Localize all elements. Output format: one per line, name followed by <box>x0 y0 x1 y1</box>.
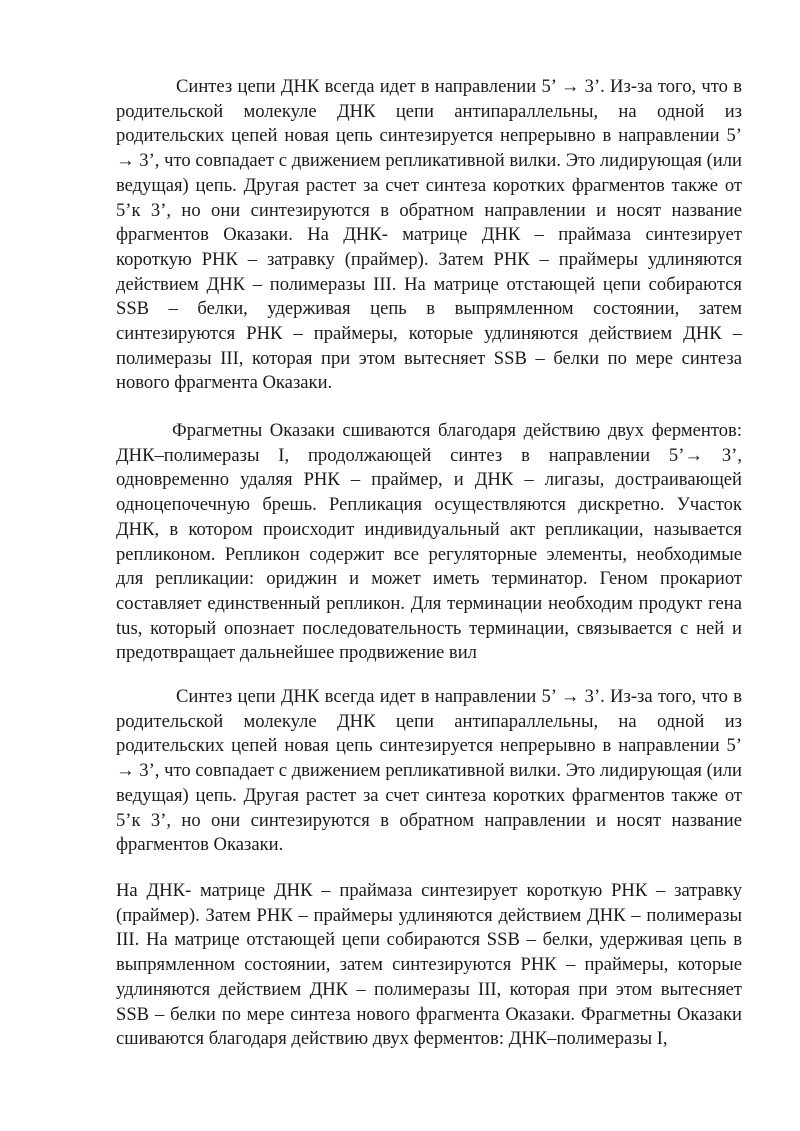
paragraph-4-text: На ДНК- матрице ДНК – праймаза синтезирует короткую РНК – затравку (праймер). Затем РНК – праймеры удлиняются действием ДНК – полимеразы III. На матрице отстающей цепи собираются SSB – белки, удерживая цепь в выпрямленном состоянии, затем синтезируются РНК – праймеры, которые удлиняются действием ДНК – полимеразы III, которая при этом вытесняет SSB – белки по мере синтеза нового фрагмента Оказаки. Фрагметны Оказаки сшиваются благодаря действию двух ферментов: ДНК–полимеразы I, <box>116 880 742 1050</box>
paragraph-3 <box>116 685 742 858</box>
paragraph-1 <box>116 75 742 396</box>
paragraph-1-text: Синтез цепи ДНК всегда идет в направлении 5’ → 3’. Из-за того, что в родительской молекуле ДНК цепи антипараллельны, на одной из родительских цепей новая цепь синтезируется непрерывно в направлении 5’ → 3’, что совпадает с движением репликативной вилки. Это лидирующая (или ведущая) цепь. Другая растет за счет синтеза коротких фрагментов также от 5’к 3’, но они синтезируются в обратном направлении и носят название фрагментов Оказаки. На ДНК- матрице ДНК – праймаза синтезирует короткую РНК – затравку (праймер). Затем РНК – праймеры удлиняются действием ДНК – полимеразы III. На матрице отстающей цепи собираются SSB – белки, удерживая цепь в выпрямленном состоянии, затем синтезируются РНК – праймеры, которые удлиняются действием ДНК – полимеразы III, которая при этом вытесняет SSB – белки по мере синтеза нового фрагмента Оказаки. <box>116 76 742 394</box>
paragraph-2 <box>116 419 742 666</box>
paragraph-2-text: Фрагметны Оказаки сшиваются благодаря действию двух ферментов: ДНК–полимеразы I, продолжающей синтез в направлении 5’→ 3’, одновременно удаляя РНК – праймер, и ДНК – лигазы, достраивающей одноцепочечную брешь. Репликация осуществляются дискретно. Участок ДНК, в котором происходит индивидуальный акт репликации, называется репликоном. Репликон содержит все регуляторные элементы, необходимые для репликации: ориджин и может иметь терминатор. Геном прокариот составляет единственный репликон. Для терминации необходим продукт гена tus, который опознает последовательность терминации, связывается с ней и предотвращает дальнейшее продвижение вил <box>116 420 742 664</box>
paragraph-4 <box>116 879 742 1052</box>
paragraph-3-text: Синтез цепи ДНК всегда идет в направлении 5’ → 3’. Из-за того, что в родительской молекуле ДНК цепи антипараллельны, на одной из родительских цепей новая цепь синтезируется непрерывно в направлении 5’ → 3’, что совпадает с движением репликативной вилки. Это лидирующая (или ведущая) цепь. Другая растет за счет синтеза коротких фрагментов также от 5’к 3’, но они синтезируются в обратном направлении и носят название фрагментов Оказаки. <box>116 686 742 856</box>
